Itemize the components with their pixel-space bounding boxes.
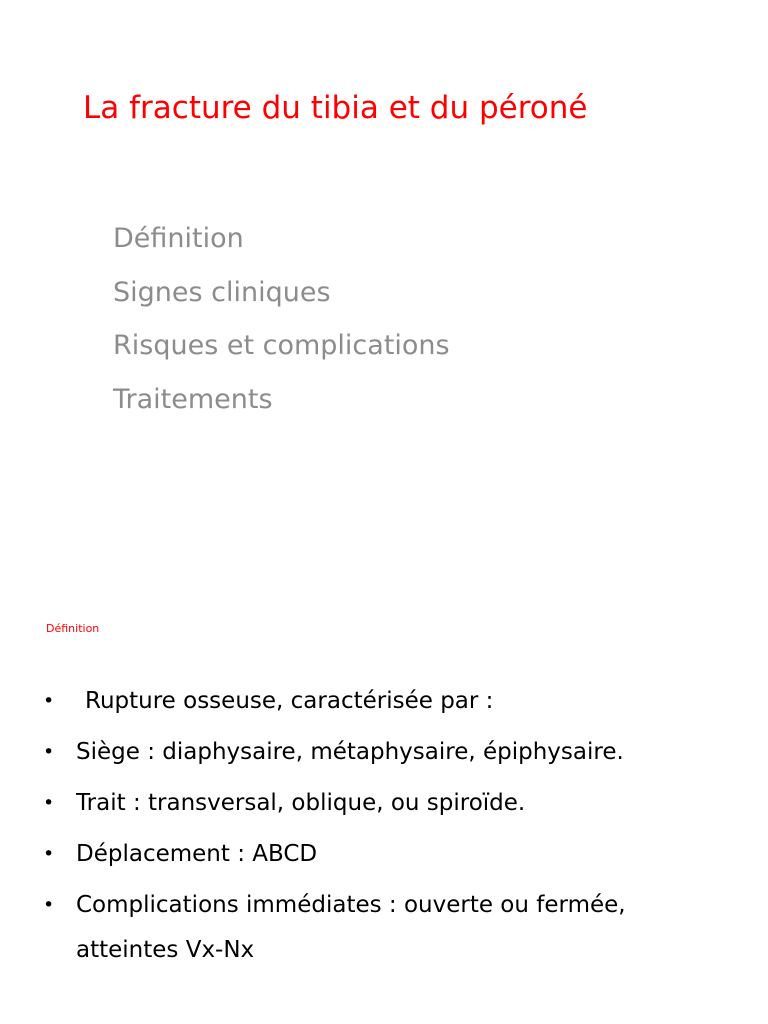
bullet-text: Rupture osseuse, caractérisée par : xyxy=(85,688,494,714)
bullet-text: Complications immédiates : ouverte ou fermée, atteintes Vx-Nx xyxy=(76,892,626,963)
definition-bullet-list xyxy=(0,679,720,979)
agenda-item-traitements: Traitements xyxy=(113,383,273,415)
agenda-item-signes-cliniques: Signes cliniques xyxy=(113,276,331,308)
bullet-icon: • xyxy=(43,843,55,865)
agenda-list xyxy=(113,212,450,426)
bullet-icon: • xyxy=(43,741,55,763)
bullet-item xyxy=(0,679,720,724)
section-title: Définition xyxy=(46,622,100,635)
bullet-icon: • xyxy=(43,690,55,712)
bullet-item xyxy=(0,730,720,775)
agenda-item-definition: Définition xyxy=(113,223,244,254)
agenda-item-risques: Risques et complications xyxy=(113,330,450,361)
bullet-text: Siège : diaphysaire, métaphysaire, épiphysaire. xyxy=(76,739,624,765)
bullet-item xyxy=(0,883,720,973)
bullet-text: Déplacement : ABCD xyxy=(76,841,318,867)
slide-definition xyxy=(0,576,768,1024)
bullet-icon: • xyxy=(43,894,55,916)
bullet-text: Trait : transversal, oblique, ou spiroïde. xyxy=(76,790,526,816)
bullet-icon: • xyxy=(43,792,55,814)
bullet-item xyxy=(0,832,720,877)
bullet-item xyxy=(0,781,720,826)
slide-title-heading: La fracture du tibia et du péroné xyxy=(83,90,588,126)
